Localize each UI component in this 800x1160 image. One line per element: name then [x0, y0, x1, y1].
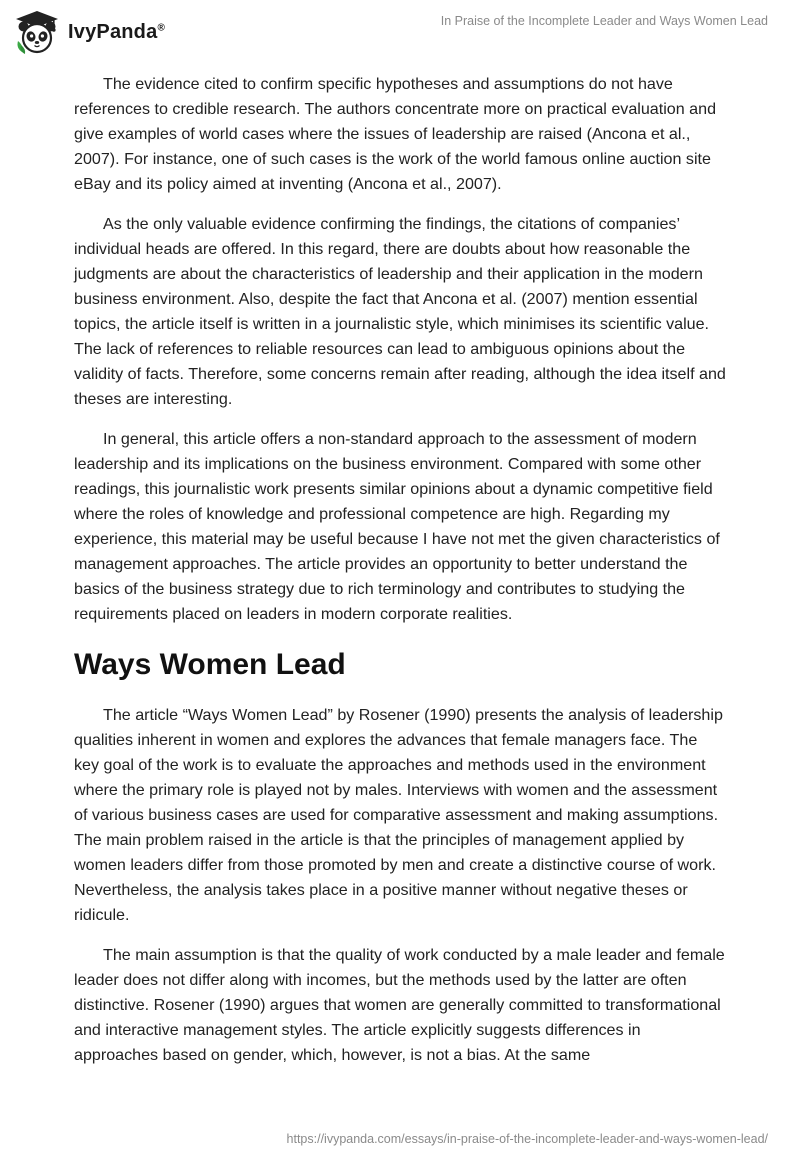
- logo-text: [68, 21, 165, 44]
- source-url[interactable]: https://ivypanda.com/essays/in-praise-of-the-incomplete-leader-and-ways-women-lead/: [286, 1132, 768, 1146]
- paragraph: As the only valuable evidence confirming the findings, the citations of companies’ individual heads are offered. In this regard, there are doubts about how reasonable the judgments are about the characteristics of leadership and their application in the modern business environment. Also, despite the fact that Ancona et al. (2007) mention essential topics, the article itself is written in a journalistic style, which minimises its scientific value. The lack of references to reliable resources can lead to ambiguous opinions about the validity of facts. Therefore, some concerns remain after reading, although the idea itself and theses are interesting.: [74, 215, 726, 408]
- registered-mark: ®: [157, 21, 166, 33]
- document-title: In Praise of the Incomplete Leader and Ways Women Lead: [440, 14, 768, 28]
- paragraph: The evidence cited to confirm specific hypotheses and assumptions do not have references to credible research. The authors concentrate more on practical evaluation and give examples of world cases where the issues of leadership are raised (Ancona et al., 2007). For instance, one of such cases is the work of the world famous online auction site eBay and its policy aimed at inventing (Ancona et al., 2007).: [74, 75, 717, 193]
- paragraph: The main assumption is that the quality of work conducted by a male leader and female leader does not differ along with incomes, but the methods used by the latter are often distinctive. Rosener (1990) argues that women are generally committed to transformational and interactive management styles. The article explicitly suggests differences in approaches based on gender, which, however, is not a bias. At the same: [74, 946, 725, 1064]
- essay-body: [74, 72, 726, 1083]
- paragraph: In general, this article offers a non-standard approach to the assessment of modern leadership and its implications on the business environment. Compared with some other readings, this journalistic work presents similar opinions about a dynamic competitive field where the roles of knowledge and professional competence are high. Regarding my experience, this material may be useful because I have not met the given characteristics of management approaches. The article provides an opportunity to better understand the basics of the business strategy due to rich terminology and contributes to studying the requirements placed on leaders in modern corporate realities.: [74, 430, 720, 623]
- panda-graduate-icon: [14, 9, 60, 55]
- page-header: [0, 0, 800, 60]
- ivypanda-logo[interactable]: [14, 9, 165, 55]
- paragraph: The article “Ways Women Lead” by Rosener (1990) presents the analysis of leadership qualities inherent in women and explores the advances that female managers face. The key goal of the work is to evaluate the approaches and methods used in the environment where the primary role is played not by males. Interviews with women and the assessment of various business cases are used for comparative assessment and making assumptions. The main problem raised in the article is that the principles of management applied by women leaders differ from those promoted by men and create a distinctive course of work. Nevertheless, the analysis takes place in a positive manner without negative theses or ridicule.: [74, 706, 723, 924]
- logo-wordmark: IvyPanda: [68, 20, 158, 43]
- section-heading: Ways Women Lead: [74, 648, 346, 681]
